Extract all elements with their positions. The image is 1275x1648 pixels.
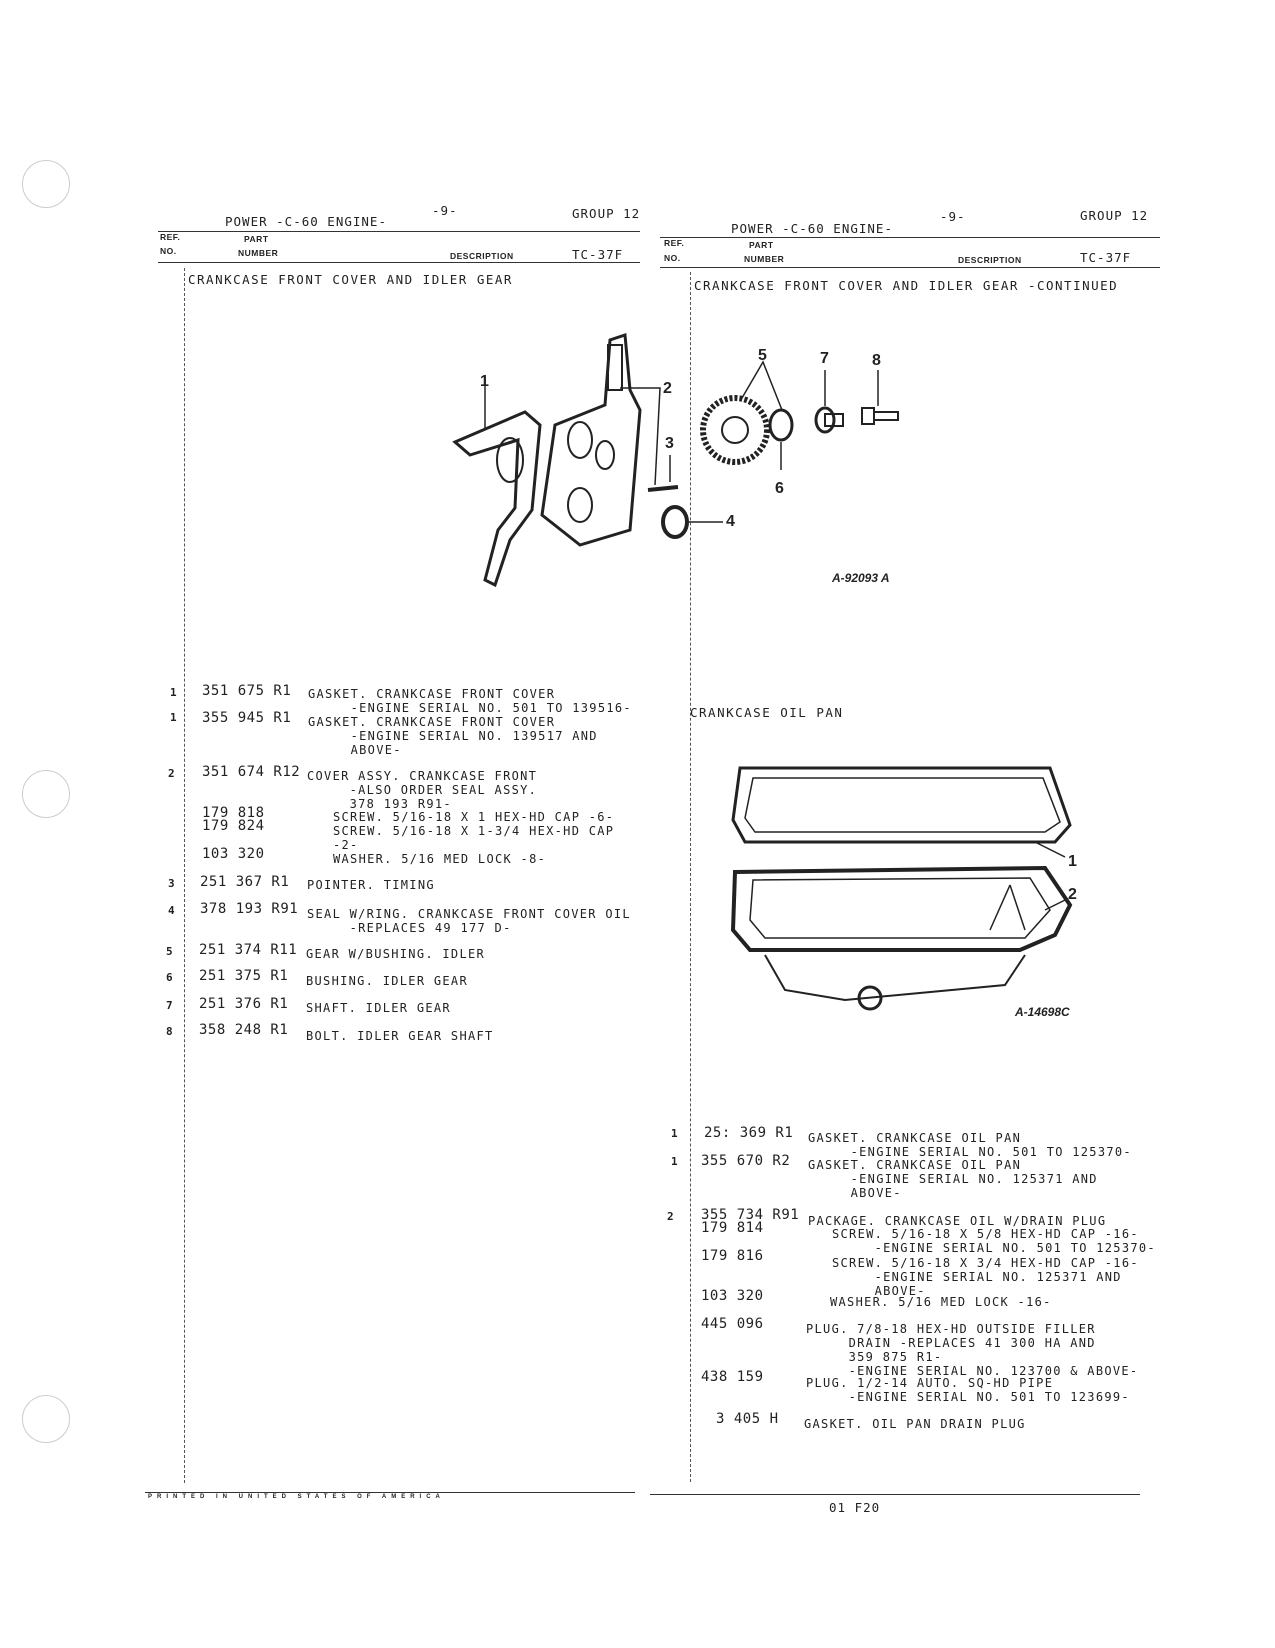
part-number: 251 374 R11 bbox=[199, 942, 298, 958]
right-number-label: NUMBER bbox=[744, 254, 785, 264]
right-ref-label: REF. bbox=[664, 238, 685, 248]
ref-no: 6 bbox=[166, 971, 173, 984]
right-code: TC-37F bbox=[1080, 250, 1132, 265]
part-description: PLUG. 1/2-14 AUTO. SQ-HD PIPE -ENGINE SERIAL NO. 501 TO 123699- bbox=[806, 1376, 1130, 1404]
right-section-title-1: CRANKCASE FRONT COVER AND IDLER GEAR -CONTINUED bbox=[694, 278, 1119, 293]
part-description: WASHER. 5/16 MED LOCK -16- bbox=[830, 1295, 1052, 1309]
bolt-head bbox=[862, 408, 874, 424]
part-description: PLUG. 7/8-18 HEX-HD OUTSIDE FILLER DRAIN -REPLACES 41 300 HA AND 359 875 R1- -ENGINE SERIAL NO. 123700 & ABOVE- bbox=[806, 1322, 1139, 1378]
part-description: POINTER. TIMING bbox=[307, 878, 435, 892]
part-number: 179 816 bbox=[701, 1248, 764, 1264]
ref-no: 3 bbox=[168, 877, 175, 890]
right-group-label: GROUP 12 bbox=[1080, 208, 1149, 223]
left-number-label: NUMBER bbox=[238, 248, 279, 258]
part-description: SCREW. 5/16-18 X 3/4 HEX-HD CAP -16- -ENGINE SERIAL NO. 125371 AND ABOVE- bbox=[832, 1256, 1139, 1298]
cover-hole-middle bbox=[596, 441, 614, 469]
part-number: 103 320 bbox=[202, 846, 265, 862]
right-header-rule-bottom bbox=[660, 267, 1160, 268]
front-seal bbox=[663, 507, 687, 537]
gasket-hole bbox=[497, 438, 523, 482]
part-number: 445 096 bbox=[701, 1316, 764, 1332]
part-description: GASKET. CRANKCASE FRONT COVER -ENGINE SERIAL NO. 139517 AND ABOVE- bbox=[308, 715, 598, 757]
leader-2 bbox=[620, 388, 660, 485]
left-part-label: PART bbox=[244, 234, 269, 244]
cover-hole-lower bbox=[568, 488, 592, 522]
gasket-outline bbox=[455, 412, 540, 585]
part-description: GASKET. CRANKCASE OIL PAN -ENGINE SERIAL NO. 501 TO 125370- bbox=[808, 1131, 1132, 1159]
pan-baffle bbox=[1010, 885, 1025, 930]
part-number: 438 159 bbox=[701, 1369, 764, 1385]
ref-no: 2 bbox=[667, 1210, 674, 1223]
part-description: BOLT. IDLER GEAR SHAFT bbox=[306, 1029, 494, 1043]
part-number: 179 814 bbox=[701, 1220, 764, 1236]
punch-hole bbox=[22, 160, 70, 208]
figure-code: A-92093 A bbox=[832, 571, 890, 585]
part-number: 355 734 R91 bbox=[701, 1207, 800, 1223]
part-description: SCREW. 5/16-18 X 5/8 HEX-HD CAP -16- -ENGINE SERIAL NO. 501 TO 125370- bbox=[832, 1227, 1156, 1255]
part-number: 355 670 R2 bbox=[701, 1153, 791, 1169]
punch-hole bbox=[22, 770, 70, 818]
callout-5: 5 bbox=[758, 347, 767, 364]
left-group-label: GROUP 12 bbox=[572, 206, 641, 221]
part-number: 103 320 bbox=[701, 1288, 764, 1304]
ref-no: 1 bbox=[170, 686, 177, 699]
ref-no: 2 bbox=[168, 767, 175, 780]
pan-figure-code: A-14698C bbox=[1015, 1005, 1070, 1019]
part-description: GEAR W/BUSHING. IDLER bbox=[306, 947, 486, 961]
idler-gear bbox=[703, 398, 767, 462]
footer-code: 01 F20 bbox=[829, 1500, 881, 1515]
front-cover-figure bbox=[430, 330, 910, 600]
part-description: BUSHING. IDLER GEAR bbox=[306, 974, 468, 988]
printed-in-usa: PRINTED IN UNITED STATES OF AMERICA bbox=[148, 1494, 445, 1500]
left-header-rule-bottom bbox=[158, 262, 640, 263]
part-number: 351 674 R12 bbox=[202, 764, 301, 780]
ref-no: 7 bbox=[166, 999, 173, 1012]
left-code: TC-37F bbox=[572, 247, 624, 262]
right-model-title: POWER -C-60 ENGINE- bbox=[731, 221, 893, 236]
pan-gasket-outer bbox=[733, 768, 1070, 842]
part-number: 25: 369 R1 bbox=[704, 1125, 794, 1141]
part-number: 358 248 R1 bbox=[199, 1022, 289, 1038]
callout-8: 8 bbox=[872, 352, 881, 369]
ref-no: 4 bbox=[168, 904, 175, 917]
part-description: GASKET. OIL PAN DRAIN PLUG bbox=[804, 1417, 1026, 1431]
leader-pan-1 bbox=[1035, 842, 1065, 857]
part-description: PACKAGE. CRANKCASE OIL W/DRAIN PLUG bbox=[808, 1214, 1107, 1228]
idler-bushing bbox=[770, 410, 792, 440]
callout-1: 1 bbox=[480, 373, 489, 390]
part-description: SCREW. 5/16-18 X 1-3/4 HEX-HD CAP -2- bbox=[333, 824, 615, 852]
left-description-label: DESCRIPTION bbox=[450, 251, 514, 261]
part-description: SCREW. 5/16-18 X 1 HEX-HD CAP -6- bbox=[333, 810, 615, 824]
part-number: 355 945 R1 bbox=[202, 710, 292, 726]
callout-2: 2 bbox=[663, 380, 672, 397]
part-description: GASKET. CRANKCASE FRONT COVER -ENGINE SERIAL NO. 501 TO 139516- bbox=[308, 687, 632, 715]
cover-hole-upper bbox=[568, 422, 592, 458]
right-page-number: -9- bbox=[940, 209, 966, 224]
callout-3: 3 bbox=[665, 435, 674, 452]
leader-5 bbox=[742, 362, 782, 410]
ref-no: 8 bbox=[166, 1025, 173, 1038]
pan-baffle bbox=[990, 885, 1010, 930]
pan-inner bbox=[750, 878, 1050, 938]
pan-gasket-inner bbox=[745, 778, 1060, 832]
ref-no: 1 bbox=[170, 711, 177, 724]
right-header-rule bbox=[660, 237, 1160, 238]
idler-gear-hub bbox=[722, 417, 748, 443]
part-number: 251 376 R1 bbox=[199, 996, 289, 1012]
left-header-rule bbox=[158, 231, 640, 232]
left-page-number: -9- bbox=[432, 203, 458, 218]
part-description: COVER ASSY. CRANKCASE FRONT -ALSO ORDER SEAL ASSY. 378 193 R91- bbox=[307, 769, 538, 811]
part-number: 3 405 H bbox=[716, 1411, 779, 1427]
part-description: WASHER. 5/16 MED LOCK -8- bbox=[333, 852, 547, 866]
right-no-label: NO. bbox=[664, 253, 681, 263]
left-ref-divider bbox=[184, 268, 185, 1483]
bolt-shank bbox=[874, 412, 898, 420]
ref-no: 5 bbox=[166, 945, 173, 958]
right-section-title-2: CRANKCASE OIL PAN bbox=[690, 705, 844, 720]
left-no-label: NO. bbox=[160, 246, 177, 256]
callout-6: 6 bbox=[775, 480, 784, 497]
timing-pointer bbox=[648, 487, 678, 490]
ref-no: 1 bbox=[671, 1127, 678, 1140]
part-description: SHAFT. IDLER GEAR bbox=[306, 1001, 451, 1015]
left-ref-label: REF. bbox=[160, 232, 181, 242]
oil-pan-figure bbox=[725, 760, 1085, 1020]
part-number: 351 675 R1 bbox=[202, 683, 292, 699]
part-number: 378 193 R91 bbox=[200, 901, 299, 917]
part-number: 251 375 R1 bbox=[199, 968, 289, 984]
part-number: 251 367 R1 bbox=[200, 874, 290, 890]
punch-hole bbox=[22, 1395, 70, 1443]
part-number: 179 818 bbox=[202, 805, 265, 821]
right-description-label: DESCRIPTION bbox=[958, 255, 1022, 265]
part-number: 179 824 bbox=[202, 818, 265, 834]
pan-sump bbox=[765, 955, 1025, 1000]
leader-pan-2 bbox=[1045, 900, 1065, 910]
right-ref-divider bbox=[690, 272, 691, 1482]
pan-callout-1: 1 bbox=[1068, 853, 1077, 870]
callout-7: 7 bbox=[820, 350, 829, 367]
right-part-label: PART bbox=[749, 240, 774, 250]
left-model-title: POWER -C-60 ENGINE- bbox=[225, 214, 387, 229]
part-description: SEAL W/RING. CRANKCASE FRONT COVER OIL -REPLACES 49 177 D- bbox=[307, 907, 631, 935]
footer-rule-right bbox=[650, 1494, 1140, 1495]
callout-4: 4 bbox=[726, 513, 735, 530]
left-section-title: CRANKCASE FRONT COVER AND IDLER GEAR bbox=[188, 272, 513, 287]
ref-no: 1 bbox=[671, 1155, 678, 1168]
part-description: GASKET. CRANKCASE OIL PAN -ENGINE SERIAL NO. 125371 AND ABOVE- bbox=[808, 1158, 1098, 1200]
pan-callout-2: 2 bbox=[1068, 886, 1077, 903]
footer-rule-left bbox=[145, 1492, 635, 1493]
